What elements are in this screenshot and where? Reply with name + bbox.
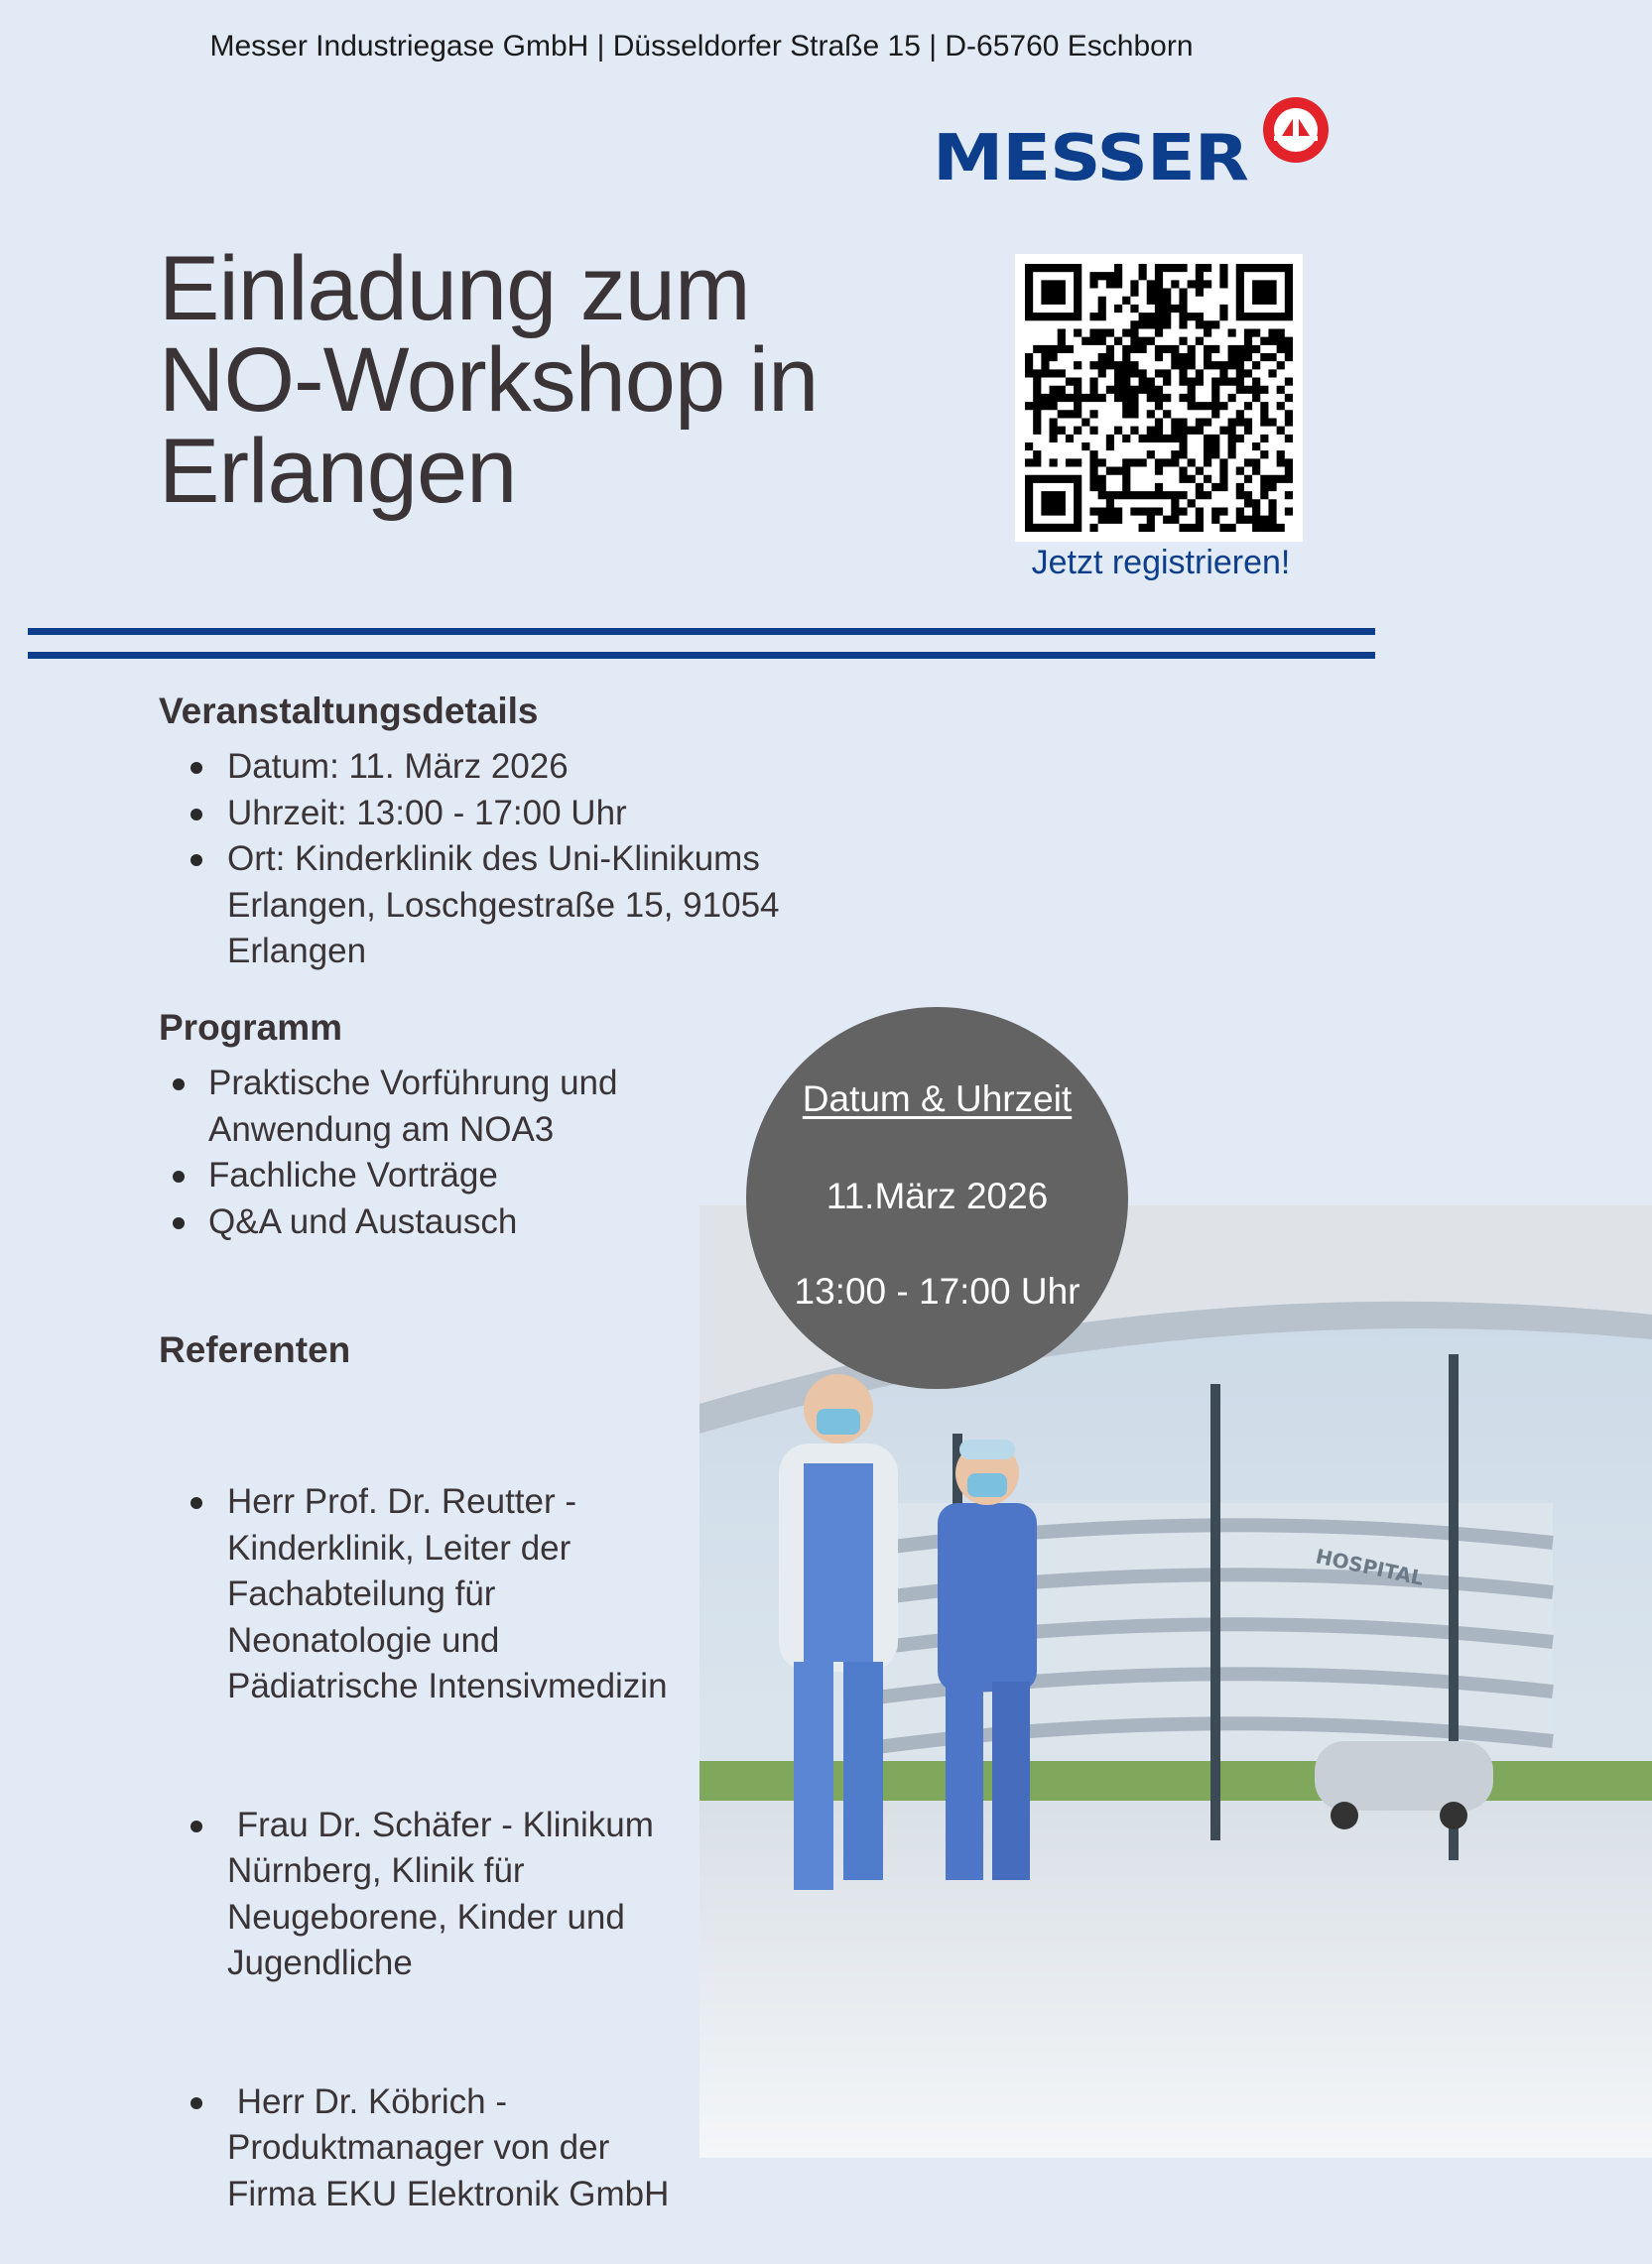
title-line: NO-Workshop in	[159, 329, 819, 431]
list-item: Datum: 11. März 2026	[159, 744, 853, 791]
list-item-text: Firma EKU Elektronik GmbH	[227, 2174, 670, 2213]
list-item-text: Fachabteilung für	[227, 1574, 496, 1613]
messer-emblem-icon	[1260, 94, 1332, 166]
page-title	[159, 238, 819, 522]
list-item: Uhrzeit: 13:00 - 17:00 Uhr	[159, 791, 853, 837]
hospital-sign: HOSPITAL	[1313, 1544, 1427, 1590]
list-item-text: Jugendliche	[227, 1944, 413, 1982]
list-item-text: Herr Dr. Köbrich -	[227, 2081, 507, 2121]
messer-logo	[933, 94, 1334, 195]
title-line: Erlangen	[159, 421, 517, 522]
registration-qr-code[interactable]	[1015, 254, 1303, 542]
list-item-text: Erlangen	[227, 932, 367, 970]
list-item-text: Erlangen, Loschgestraße 15, 91054	[227, 885, 780, 925]
list-item: Q&A und Austausch	[159, 1199, 714, 1246]
list-item-text: Praktische Vorführung und	[208, 1064, 618, 1102]
list-item	[159, 836, 853, 975]
list-item-text: Frau Dr. Schäfer - Klinikum	[227, 1805, 654, 1844]
list-item: Fachliche Vorträge	[159, 1153, 714, 1199]
qr-code-icon	[1015, 254, 1303, 542]
divider-rule	[28, 628, 1375, 635]
list-item-text: Neugeborene, Kinder und	[227, 1897, 625, 1937]
list-item-text: Pädiatrische Intensivmedizin	[227, 1667, 668, 1705]
badge-time: 13:00 - 17:00 Uhr	[794, 1271, 1080, 1312]
speakers-heading: Referenten	[159, 1329, 351, 1370]
list-item	[159, 1803, 714, 1987]
header-address: Messer Industriegase GmbH | Düsseldorfer Straße 15 | D-65760 Eschborn	[209, 30, 1194, 63]
details-heading: Veranstaltungsdetails	[159, 691, 539, 731]
registration-caption[interactable]: Jetzt registrieren!	[1031, 544, 1291, 581]
list-item-text: Neonatologie und	[227, 1620, 500, 1660]
title-line: Einladung zum	[159, 238, 750, 339]
list-item	[159, 1479, 714, 1710]
details-list	[159, 744, 853, 975]
list-item-text: Kinderklinik, Leiter der	[227, 1528, 572, 1568]
program-heading: Programm	[159, 1007, 343, 1048]
logo-wordmark: MESSER	[933, 122, 1248, 195]
speakers-list	[159, 1387, 714, 2264]
list-item-text: Anwendung am NOA3	[208, 1109, 555, 1149]
list-item-text: Herr Prof. Dr. Reutter -	[227, 1482, 577, 1521]
list-item	[159, 2079, 714, 2218]
program-list	[159, 1061, 714, 1245]
date-time-badge	[746, 1007, 1128, 1389]
list-item-text: Ort: Kinderklinik des Uni-Klinikums	[227, 839, 760, 878]
badge-heading: Datum & Uhrzeit	[802, 1078, 1073, 1119]
badge-date: 11.März 2026	[826, 1176, 1049, 1216]
divider-rule	[28, 652, 1375, 659]
list-item-text: Produktmanager von der	[227, 2128, 610, 2167]
list-item	[159, 1061, 714, 1153]
list-item-text: Nürnberg, Klinik für	[227, 1851, 525, 1890]
